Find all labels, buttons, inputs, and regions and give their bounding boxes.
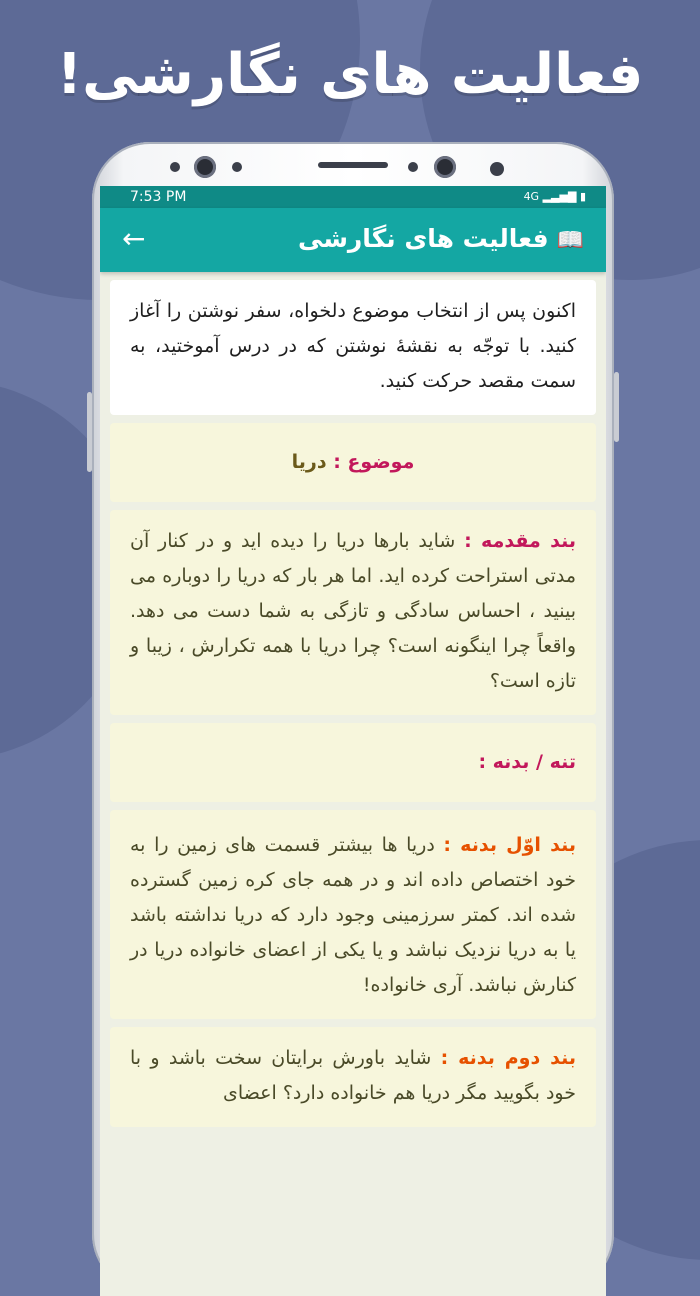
intro-paragraph-label: بند مقدمه : xyxy=(464,530,576,552)
topic-card xyxy=(110,423,596,502)
body2-card xyxy=(110,1027,596,1127)
body1-label: بند اوّل بدنه : xyxy=(443,834,576,856)
intro-text: اکنون پس از انتخاب موضوع دلخواه، سفر نوشتن را آغاز کنید. با توجّه به نقشهٔ نوشتن که در درس آموختید، به سمت مقصد حرکت کنید. xyxy=(130,300,576,392)
status-time: 7:53 PM xyxy=(130,189,187,205)
app-title-text: فعالیت های نگارشی xyxy=(298,224,549,253)
phone-screen xyxy=(100,186,606,1296)
intro-paragraph-card xyxy=(110,510,596,715)
network-label: 4G xyxy=(523,190,540,203)
status-bar xyxy=(100,186,606,208)
sensor-dot xyxy=(408,162,418,172)
promo-title: فعالیت های نگارشی! xyxy=(56,42,644,107)
app-title xyxy=(298,222,584,258)
open-book-icon: 📖 xyxy=(556,228,584,253)
body-heading-card xyxy=(110,723,596,802)
body2-label: بند دوم بدنه : xyxy=(440,1047,576,1069)
topic-label: موضوع : xyxy=(333,451,415,473)
phone-frame xyxy=(92,142,614,1292)
front-camera xyxy=(194,156,216,178)
battery-icon: ▮ xyxy=(579,190,586,203)
content-list[interactable] xyxy=(100,272,606,1127)
iris-camera xyxy=(434,156,456,178)
sensor-dot xyxy=(490,162,504,176)
body-heading-label: تنه / بدنه : xyxy=(478,751,576,773)
body1-text: دریا ها بیشتر قسمت های زمین را به خود اختصاص داده اند و در همه جای کره زمین گسترده شده اند. کمتر سرزمینی وجود دارد که دریا نداشته باشد یا به دریا نزدیک نباشد و یا یکی از اعضای خانواده دریا در کنارش نباشد. آری خانواده! xyxy=(130,834,576,996)
body2-text: شاید باورش برایتان سخت باشد و با خود بگویید مگر دریا هم خانواده دارد؟ اعضای xyxy=(130,1047,576,1104)
intro-card xyxy=(110,280,596,415)
volume-button xyxy=(87,392,92,472)
signal-icon: ▂▃▅▇ xyxy=(542,190,577,203)
sensor-dot xyxy=(170,162,180,172)
arrow-left-icon[interactable]: ← xyxy=(122,222,146,255)
power-button xyxy=(614,372,619,442)
earpiece-speaker xyxy=(318,162,388,168)
sensor-dot xyxy=(232,162,242,172)
body1-card xyxy=(110,810,596,1019)
status-icons xyxy=(524,186,586,208)
intro-paragraph-text: شاید بارها دریا را دیده اید و در کنار آن مدتی استراحت کرده اید. اما هر بار که دریا را دوباره می بینید ، احساس سادگی و تازگی به شما دست می دهد. واقعاً چرا اینگونه است؟ چرا دریا با همه تکرارش ، زیبا و تازه است؟ xyxy=(130,530,576,692)
app-bar xyxy=(100,208,606,272)
topic-value: دریا xyxy=(291,451,327,473)
